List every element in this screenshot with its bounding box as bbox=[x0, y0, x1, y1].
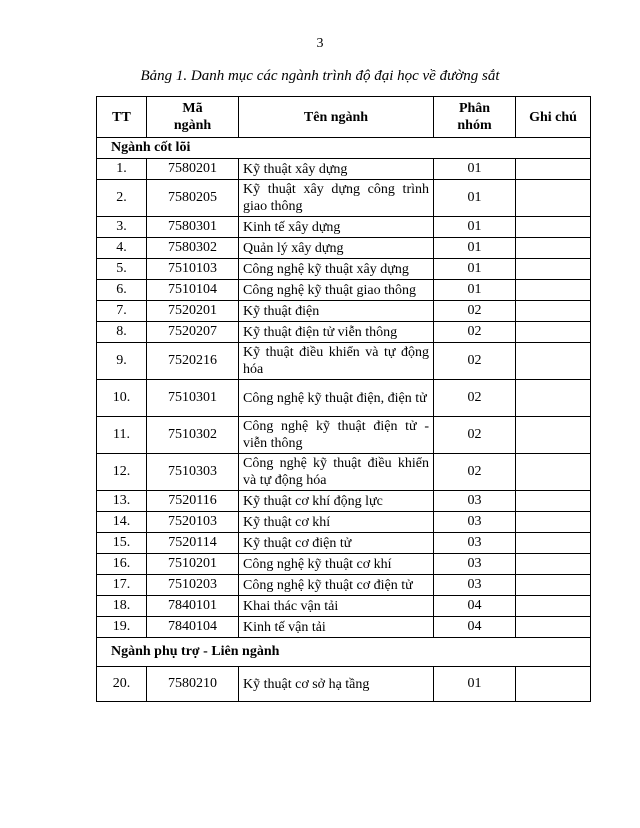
code-cell: 7580210 bbox=[147, 667, 239, 702]
note-cell bbox=[516, 417, 591, 454]
code-cell: 7580201 bbox=[147, 159, 239, 180]
table-row bbox=[97, 238, 591, 259]
group-cell: 03 bbox=[434, 491, 516, 512]
table-row bbox=[97, 554, 591, 575]
name-cell: Kỹ thuật xây dựng bbox=[239, 159, 434, 180]
name-cell: Kỹ thuật cơ sở hạ tầng bbox=[239, 667, 434, 702]
tt-cell: 12. bbox=[97, 454, 147, 491]
code-cell: 7510303 bbox=[147, 454, 239, 491]
table-row bbox=[97, 667, 591, 702]
header-group bbox=[434, 97, 516, 138]
note-cell bbox=[516, 667, 591, 702]
group-cell: 01 bbox=[434, 180, 516, 217]
table-row bbox=[97, 454, 591, 491]
note-cell bbox=[516, 301, 591, 322]
header-name: Tên ngành bbox=[239, 97, 434, 138]
header-note: Ghi chú bbox=[516, 97, 591, 138]
code-cell: 7520216 bbox=[147, 343, 239, 380]
table-row bbox=[97, 417, 591, 454]
tt-cell: 2. bbox=[97, 180, 147, 217]
table-row bbox=[97, 491, 591, 512]
header-group-line2: nhóm bbox=[457, 118, 492, 133]
tt-cell: 19. bbox=[97, 617, 147, 638]
table-row bbox=[97, 322, 591, 343]
group-cell: 01 bbox=[434, 238, 516, 259]
name-cell: Công nghệ kỹ thuật giao thông bbox=[239, 280, 434, 301]
tt-cell: 5. bbox=[97, 259, 147, 280]
name-cell: Kỹ thuật xây dựng công trình giao thông bbox=[239, 180, 434, 217]
note-cell bbox=[516, 491, 591, 512]
table-caption: Bảng 1. Danh mục các ngành trình độ đại học về đường sắt bbox=[140, 68, 500, 84]
name-cell: Kinh tế vận tải bbox=[239, 617, 434, 638]
table-row bbox=[97, 343, 591, 380]
code-cell: 7520116 bbox=[147, 491, 239, 512]
header-row bbox=[97, 97, 591, 138]
group-cell: 02 bbox=[434, 343, 516, 380]
code-cell: 7510301 bbox=[147, 380, 239, 417]
tt-cell: 14. bbox=[97, 512, 147, 533]
code-cell: 7520201 bbox=[147, 301, 239, 322]
group-cell: 03 bbox=[434, 554, 516, 575]
tt-cell: 13. bbox=[97, 491, 147, 512]
group-cell: 02 bbox=[434, 301, 516, 322]
header-code bbox=[147, 97, 239, 138]
table-row bbox=[97, 217, 591, 238]
group-cell: 04 bbox=[434, 617, 516, 638]
code-cell: 7510104 bbox=[147, 280, 239, 301]
name-cell: Công nghệ kỹ thuật cơ khí bbox=[239, 554, 434, 575]
section-note-cell bbox=[516, 638, 591, 667]
code-cell: 7520114 bbox=[147, 533, 239, 554]
section-label: Ngành phụ trợ - Liên ngành bbox=[97, 638, 516, 667]
tt-cell: 1. bbox=[97, 159, 147, 180]
name-cell: Kinh tế xây dựng bbox=[239, 217, 434, 238]
tt-cell: 7. bbox=[97, 301, 147, 322]
tt-cell: 17. bbox=[97, 575, 147, 596]
note-cell bbox=[516, 380, 591, 417]
code-cell: 7510203 bbox=[147, 575, 239, 596]
page-number: 3 bbox=[316, 36, 324, 51]
table-row bbox=[97, 280, 591, 301]
code-cell: 7510201 bbox=[147, 554, 239, 575]
code-cell: 7840101 bbox=[147, 596, 239, 617]
table-row bbox=[97, 617, 591, 638]
note-cell bbox=[516, 533, 591, 554]
tt-cell: 18. bbox=[97, 596, 147, 617]
tt-cell: 8. bbox=[97, 322, 147, 343]
code-cell: 7580205 bbox=[147, 180, 239, 217]
name-cell: Kỹ thuật cơ khí động lực bbox=[239, 491, 434, 512]
name-cell: Kỹ thuật điện tử viễn thông bbox=[239, 322, 434, 343]
group-cell: 02 bbox=[434, 380, 516, 417]
section-label: Ngành cốt lõi bbox=[97, 138, 516, 159]
tt-cell: 6. bbox=[97, 280, 147, 301]
name-cell: Kỹ thuật điều khiển và tự động hóa bbox=[239, 343, 434, 380]
note-cell bbox=[516, 512, 591, 533]
note-cell bbox=[516, 322, 591, 343]
name-cell: Công nghệ kỹ thuật điện tử - viễn thông bbox=[239, 417, 434, 454]
table-row bbox=[97, 259, 591, 280]
name-cell: Kỹ thuật cơ khí bbox=[239, 512, 434, 533]
name-cell: Kỹ thuật điện bbox=[239, 301, 434, 322]
table-row bbox=[97, 512, 591, 533]
tt-cell: 16. bbox=[97, 554, 147, 575]
name-cell: Công nghệ kỹ thuật cơ điện tử bbox=[239, 575, 434, 596]
group-cell: 04 bbox=[434, 596, 516, 617]
code-cell: 7580302 bbox=[147, 238, 239, 259]
table-row bbox=[97, 533, 591, 554]
tt-cell: 20. bbox=[97, 667, 147, 702]
tt-cell: 9. bbox=[97, 343, 147, 380]
group-cell: 03 bbox=[434, 533, 516, 554]
tt-cell: 11. bbox=[97, 417, 147, 454]
section-row bbox=[97, 638, 591, 667]
code-cell: 7840104 bbox=[147, 617, 239, 638]
name-cell: Công nghệ kỹ thuật điều khiển và tự động hóa bbox=[239, 454, 434, 491]
name-cell: Quản lý xây dựng bbox=[239, 238, 434, 259]
code-cell: 7510302 bbox=[147, 417, 239, 454]
note-cell bbox=[516, 180, 591, 217]
group-cell: 01 bbox=[434, 259, 516, 280]
code-cell: 7580301 bbox=[147, 217, 239, 238]
code-cell: 7520103 bbox=[147, 512, 239, 533]
table-row bbox=[97, 180, 591, 217]
note-cell bbox=[516, 617, 591, 638]
code-cell: 7520207 bbox=[147, 322, 239, 343]
name-cell: Công nghệ kỹ thuật điện, điện tử bbox=[239, 380, 434, 417]
header-code-line2: ngành bbox=[173, 118, 212, 133]
table-row bbox=[97, 301, 591, 322]
group-cell: 02 bbox=[434, 417, 516, 454]
note-cell bbox=[516, 217, 591, 238]
table-row bbox=[97, 159, 591, 180]
group-cell: 01 bbox=[434, 667, 516, 702]
note-cell bbox=[516, 238, 591, 259]
table-body bbox=[97, 138, 591, 702]
tt-cell: 3. bbox=[97, 217, 147, 238]
note-cell bbox=[516, 280, 591, 301]
header-group-line1: Phân bbox=[458, 101, 491, 116]
majors-table bbox=[96, 96, 591, 702]
group-cell: 01 bbox=[434, 159, 516, 180]
note-cell bbox=[516, 159, 591, 180]
name-cell: Khai thác vận tải bbox=[239, 596, 434, 617]
table-row bbox=[97, 596, 591, 617]
group-cell: 03 bbox=[434, 512, 516, 533]
table-row bbox=[97, 380, 591, 417]
name-cell: Công nghệ kỹ thuật xây dựng bbox=[239, 259, 434, 280]
tt-cell: 10. bbox=[97, 380, 147, 417]
group-cell: 03 bbox=[434, 575, 516, 596]
group-cell: 02 bbox=[434, 454, 516, 491]
tt-cell: 15. bbox=[97, 533, 147, 554]
note-cell bbox=[516, 454, 591, 491]
group-cell: 01 bbox=[434, 217, 516, 238]
header-tt: TT bbox=[97, 97, 147, 138]
tt-cell: 4. bbox=[97, 238, 147, 259]
code-cell: 7510103 bbox=[147, 259, 239, 280]
table-row bbox=[97, 575, 591, 596]
note-cell bbox=[516, 575, 591, 596]
group-cell: 02 bbox=[434, 322, 516, 343]
group-cell: 01 bbox=[434, 280, 516, 301]
note-cell bbox=[516, 259, 591, 280]
section-row bbox=[97, 138, 591, 159]
name-cell: Kỹ thuật cơ điện tử bbox=[239, 533, 434, 554]
note-cell bbox=[516, 596, 591, 617]
note-cell bbox=[516, 343, 591, 380]
header-code-line1: Mã bbox=[182, 101, 203, 116]
section-note-cell bbox=[516, 138, 591, 159]
note-cell bbox=[516, 554, 591, 575]
